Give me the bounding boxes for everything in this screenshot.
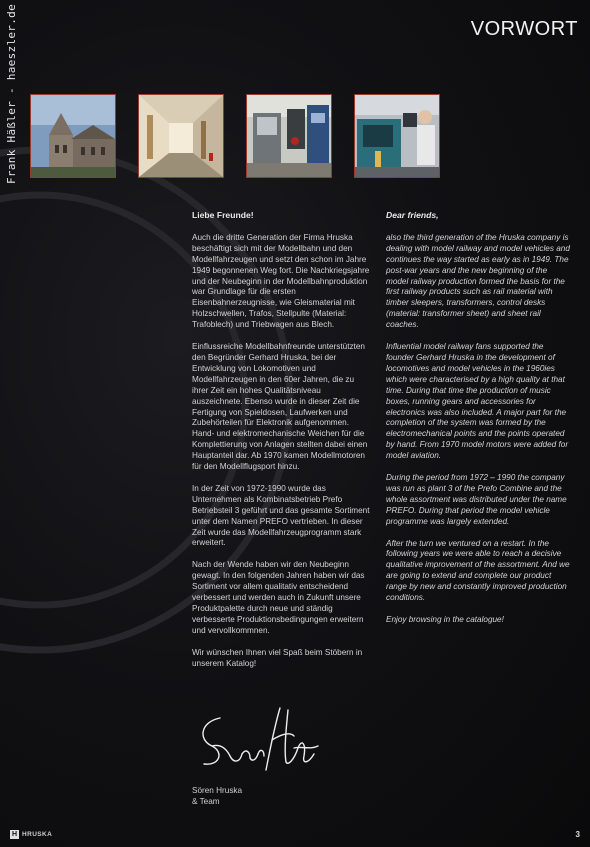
photo-worker-machine xyxy=(354,94,440,178)
logo-text: HRUSKA xyxy=(22,831,53,838)
signer-name: Sören Hruska xyxy=(192,786,243,795)
logo-mark: H xyxy=(11,831,18,838)
german-text-column xyxy=(192,210,370,681)
side-credit-text: Frank Häßler - haeszler.de xyxy=(4,4,18,184)
english-paragraph: Influential model railway fans supported the founder Gerhard Hruska in the development of locomotives and model vehicles in the 1960ies which were characterised by a high quality at that time. During that time the production of music boxes, running gears and accessories for electronics was also included. A major part for the completion of the system was formed by the electromechanical points and the points operated by hand. From 1970 model motors were added for model aviation. xyxy=(386,342,569,461)
handwritten-signature xyxy=(190,700,325,780)
english-paragraph: During the period from 1972 – 1990 the company was run as plant 3 of the Prefo Combine and the whole assortment was distributed under the name PREFO. During that period the model vehicle programme was largely extended. xyxy=(386,473,567,526)
side-credit xyxy=(2,0,20,200)
english-paragraph: After the turn we ventured on a restart. In the following years we were able to reach a decisive qualitative improvement of the assortment. And we are going to extend and complete our product range by new and constantly improved production conditions. xyxy=(386,538,570,603)
section-title: VORWORT xyxy=(470,18,578,40)
photo-factory-building xyxy=(30,94,116,178)
german-paragraph: Nach der Wende haben wir den Neubeginn gewagt. In den folgenden Jahren haben wir das Sortiment vor allem qualitativ entscheidend verbessert und werden auch in Zukunft unsere Produktpalette durch neue und ständig verbesserte Produktionsbedingungen erweitern und vervollkommnen. xyxy=(192,560,365,635)
german-paragraph: Auch die dritte Generation der Firma Hruska beschäftigt sich mit der Modellbahn und den Modellfahrzeugen und setzt den schon im Jahre 1949 begonnenen Weg fort. Die Nachkriegsjahre und der Neubeginn in der Modellbahnproduktion war Grundlage für die ersten Eisenbahnerzeugnisse, wie Gleismaterial mit Holzschwellen, Trafos, Stellpulte (Material: Trafoblech) und Triebwagen aus Blech. xyxy=(192,232,370,330)
hruska-logo xyxy=(10,830,52,839)
german-paragraph: In der Zeit von 1972-1990 wurde das Unternehmen als Kombinatsbetrieb Prefo Betriebsteil 3 geführt und das gesamte Sortiment unter dem Namen PREFO vertrieben. In dieser Zeit wurde das Modellfahrzeugprogramm stark erweitert. xyxy=(192,483,370,548)
photo-machinery xyxy=(246,94,332,178)
english-paragraph: also the third generation of the Hruska company is dealing with model railway and model vehicles and continues the way started as early as in 1949. The post-war years and the new beginning of the model railway production formed the basis for the first railway products such as rail material with timber sleepers, transformers, control desks (material: transformer sheet) and sheet rail coaches. xyxy=(386,232,570,330)
page-number: 3 xyxy=(575,830,580,839)
english-paragraph: Enjoy browsing in the catalogue! xyxy=(386,615,504,624)
english-text-column xyxy=(386,210,570,637)
german-heading: Liebe Freunde! xyxy=(192,210,254,220)
english-heading: Dear friends, xyxy=(386,210,439,220)
signer-team: & Team xyxy=(192,796,220,806)
photo-corridor xyxy=(138,94,224,178)
german-paragraph: Einflussreiche Modellbahnfreunde unterstützten den Begründer Gerhard Hruska, bei der Entwicklung von Lokomotiven und Modellfahrzeugen in den 60er Jahren, die zu ihrer Zeit ein hohes Qualitätsniveau auszeichnete. Ebenso wurde in dieser Zeit die Fertigung von Spieldosen, Laufwerken und Zubehörteilen für Elektronik aufgenommen. Hand- und elektromechanische Weichen für die Komplettierung von Anlagen stellten dabei einen Hauptanteil dar. Ab 1970 kamen Modellmotoren für den Modellflugsport hinzu. xyxy=(192,342,368,472)
german-paragraph: Wir wünschen Ihnen viel Spaß beim Stöbern in unserem Katalog! xyxy=(192,647,363,668)
signature-block xyxy=(192,786,242,807)
